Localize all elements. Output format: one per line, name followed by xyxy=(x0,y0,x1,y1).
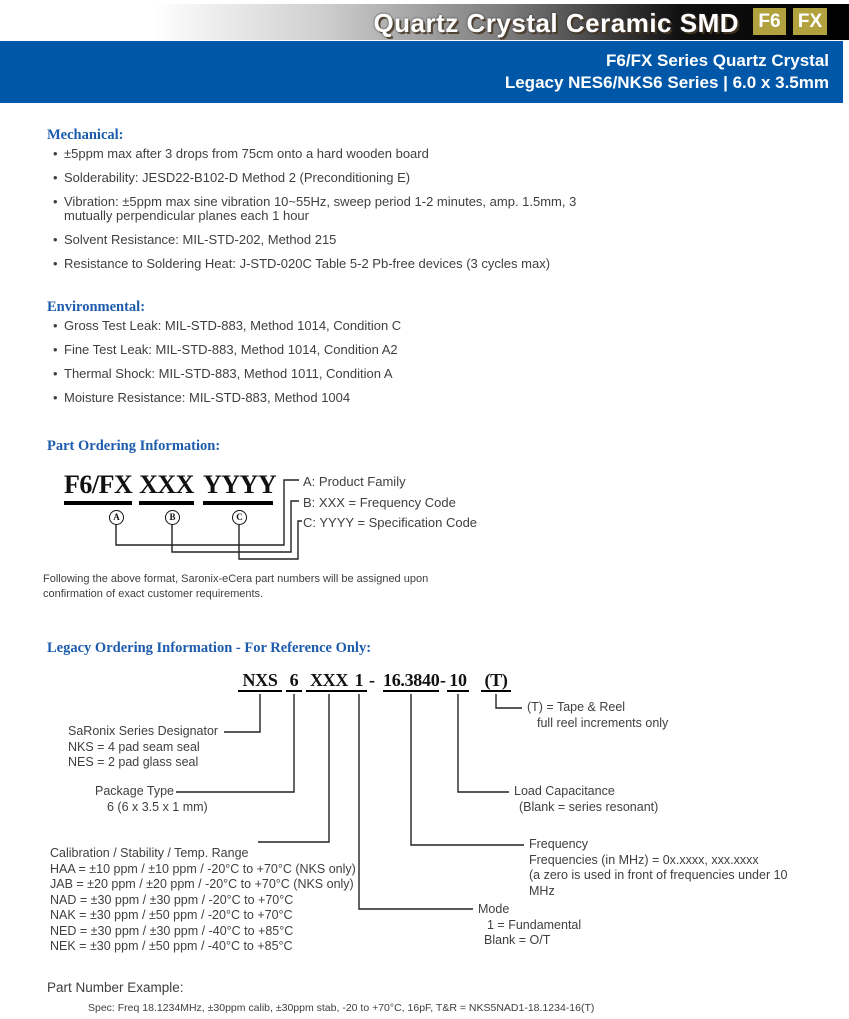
label-series-designator: SaRonix Series Designator NKS = 4 pad seam seal NES = 2 pad glass seal xyxy=(68,724,219,769)
bullet-icon: • xyxy=(53,170,58,185)
list-item: • Fine Test Leak: MIL-STD-883, Method 1014, Condition A2 xyxy=(53,342,398,357)
list-item: • Gross Test Leak: MIL-STD-883, Method 1014, Condition C xyxy=(53,318,402,333)
dash-separator: - xyxy=(440,670,446,690)
label-mode: Mode 1 = Fundamental Blank = O/T xyxy=(478,902,582,947)
marker-c: C xyxy=(232,510,247,525)
part-segment-spec-code: YYYY xyxy=(203,471,273,505)
bullet-icon: • xyxy=(53,390,58,405)
list-item: • Thermal Shock: MIL-STD-883, Method 1011, Condition A xyxy=(53,366,393,381)
legacy-segment-series: NXS xyxy=(238,670,282,692)
legacy-segment-mode: 1 xyxy=(351,670,367,692)
legend-frequency-code: B: XXX = Frequency Code xyxy=(303,495,456,510)
legacy-segment-load-cap: 10 xyxy=(447,670,469,692)
bullet-icon: • xyxy=(53,146,58,161)
badge-fx: FX xyxy=(793,8,827,35)
series-subtitle: Legacy NES6/NKS6 Series | 6.0 x 3.5mm xyxy=(504,73,829,92)
bullet-icon: • xyxy=(53,255,58,271)
bullet-icon: • xyxy=(53,342,58,357)
marker-a: A xyxy=(109,510,124,525)
part-ordering-note: Following the above format, Saronix-eCera part numbers will be assigned upon confirmation of exact customer requirements. xyxy=(43,573,429,600)
mechanical-list xyxy=(53,147,598,281)
document-title: Quartz Crystal Ceramic SMD xyxy=(373,8,739,38)
environmental-list xyxy=(53,319,598,415)
legacy-segment-package: 6 xyxy=(286,670,302,692)
bullet-icon: • xyxy=(53,318,58,333)
environmental-heading: Environmental: xyxy=(47,299,146,315)
list-item: • Resistance to Soldering Heat: J-STD-020C Table 5-2 Pb-free devices (3 cycles max) xyxy=(53,255,551,271)
part-ordering-heading: Part Ordering Information: xyxy=(47,438,221,454)
list-item: • ±5ppm max after 3 drops from 75cm onto a hard wooden board xyxy=(53,146,429,161)
legacy-ordering-heading: Legacy Ordering Information - For Reference Only: xyxy=(47,640,372,656)
series-title: F6/FX Series Quartz Crystal xyxy=(606,51,829,70)
legacy-segment-frequency: 16.3840 xyxy=(383,670,440,690)
list-item: • Solderability: JESD22-B102-D Method 2 (Preconditioning E) xyxy=(53,170,411,185)
mechanical-heading: Mechanical: xyxy=(47,127,124,143)
label-tape-reel: (T) = Tape & Reel full reel increments only xyxy=(527,700,669,730)
bullet-icon: • xyxy=(53,231,58,247)
legend-specification-code: C: YYYY = Specification Code xyxy=(303,515,478,530)
title-banner xyxy=(0,4,849,40)
list-item: • Vibration: ±5ppm max sine vibration 10~55Hz, sweep period 1-2 minutes, amp. 1.5mm, 3 mutually perpendicular planes each 1 hour xyxy=(53,194,577,223)
list-item: • Moisture Resistance: MIL-STD-883, Method 1004 xyxy=(53,390,351,405)
bullet-icon: • xyxy=(53,366,58,381)
label-package-type: Package Type 6 (6 x 3.5 x 1 mm) xyxy=(95,784,208,814)
part-number-example-heading: Part Number Example: xyxy=(47,980,184,995)
part-number-example-spec: Spec: Freq 18.1234MHz, ±30ppm calib, ±30ppm stab, -20 to +70°C, 16pF, T&R = NKS5NAD1-18.1234-16(T) xyxy=(88,1002,595,1014)
dash-separator: - xyxy=(369,670,375,690)
badge-f6: F6 xyxy=(753,8,786,35)
part-segment-family: F6/FX xyxy=(64,471,132,505)
series-banner xyxy=(0,41,843,103)
label-load-capacitance: Load Capacitance (Blank = series resonant) xyxy=(514,784,659,814)
label-calibration-stability: Calibration / Stability / Temp. Range HAA = ±10 ppm / ±10 ppm / -20°C to +70°C (NKS only) JAB = ±20 ppm / ±20 ppm / -20°C to +70°C (NKS only) NAD = ±30 ppm / ±30 ppm / -20°C to +70°C NAK = ±30 ppm / ±50 ppm / -20°C to +70°C NED = ±30 ppm / ±30 ppm / -40°C to +85°C NEK = ±30 ppm / ±50 ppm / -40°C to +85°C xyxy=(50,846,356,953)
legacy-segment-tape-reel: (T) xyxy=(481,670,511,692)
label-frequency: Frequency Frequencies (in MHz) = 0x.xxxx, xxx.xxxx (a zero is used in front of frequencies under 10 MHz xyxy=(529,837,788,898)
legacy-segment-calibration: XXX xyxy=(306,670,352,692)
marker-b: B xyxy=(165,510,180,525)
bullet-icon: • xyxy=(53,194,58,209)
list-item: • Solvent Resistance: MIL-STD-202, Method 215 xyxy=(53,231,337,247)
part-segment-frequency-code: XXX xyxy=(139,471,194,505)
legend-product-family: A: Product Family xyxy=(303,474,406,489)
